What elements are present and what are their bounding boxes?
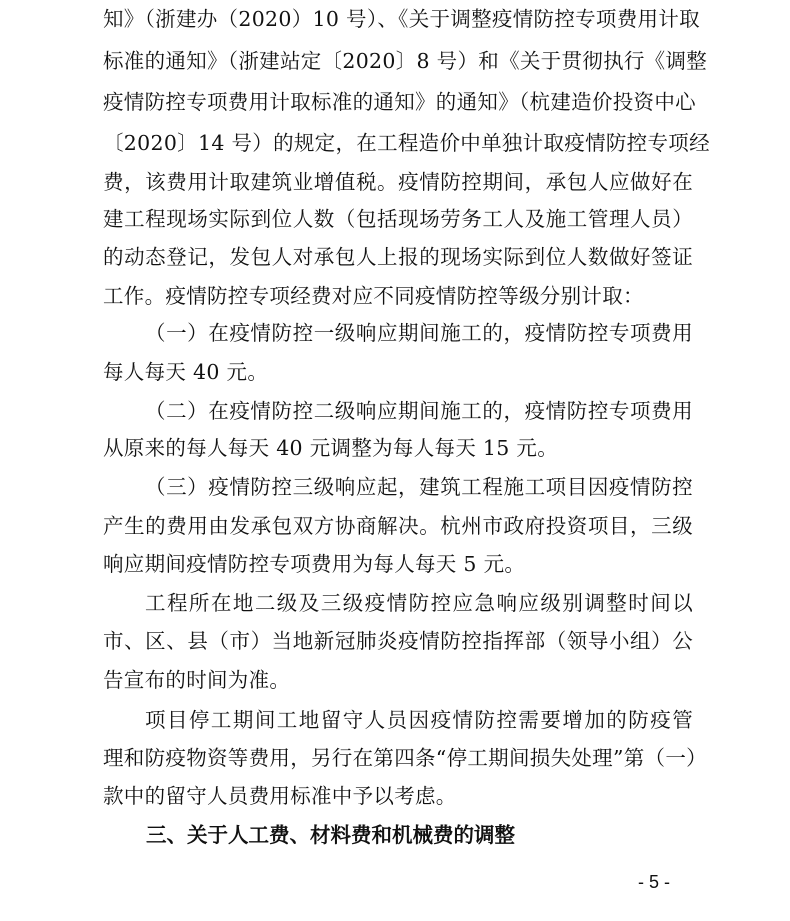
paragraph-line: 工程所在地二级及三级疫情防控应急响应级别调整时间以	[145, 591, 693, 615]
paragraph-line: 理和防疫物资等费用，另行在第四条“停工期间损失处理”第（一）	[103, 746, 707, 770]
item-two-line: 从原来的每人每天 40 元调整为每人每天 15 元。	[103, 436, 559, 460]
paragraph-line: 告宣布的时间为准。	[103, 668, 291, 692]
body-line: 工作。疫情防控专项经费对应不同疫情防控等级分别计取：	[103, 284, 644, 308]
item-three-line: （三）疫情防控三级响应起，建筑工程施工项目因疫情防控	[145, 475, 693, 499]
body-line: 知》（浙建办（2020）10 号）、《关于调整疫情防控专项费用计取	[103, 7, 700, 31]
paragraph-line: 款中的留守人员费用标准中予以考虑。	[103, 784, 457, 808]
page-number: - 5 -	[638, 872, 671, 892]
item-one-line: （一）在疫情防控一级响应期间施工的，疫情防控专项费用	[145, 321, 693, 345]
body-line: 的动态登记，发包人对承包人上报的现场实际到位人数做好签证	[103, 245, 693, 269]
body-line: 费，该费用计取建筑业增值税。疫情防控期间，承包人应做好在	[103, 170, 693, 194]
section-heading: 三、关于人工费、材料费和机械费的调整	[146, 823, 515, 847]
paragraph-line: 市、区、县（市）当地新冠肺炎疫情防控指挥部（领导小组）公	[103, 629, 693, 653]
item-three-line: 响应期间疫情防控专项费用为每人每天 5 元。	[103, 552, 526, 576]
item-three-line: 产生的费用由发承包双方协商解决。杭州市政府投资项目，三级	[103, 514, 693, 538]
body-line: 标准的通知》（浙建站定〔2020〕8 号）和《关于贯彻执行《调整	[103, 49, 708, 73]
body-line: 疫情防控专项费用计取标准的通知》的通知》（杭建造价投资中心	[103, 90, 696, 114]
body-line: 建工程现场实际到位人数（包括现场劳务工人及施工管理人员）	[103, 207, 693, 231]
body-line: 〔2020〕14 号）的规定，在工程造价中单独计取疫情防控专项经	[103, 131, 710, 155]
item-two-line: （二）在疫情防控二级响应期间施工的，疫情防控专项费用	[145, 399, 693, 423]
paragraph-line: 项目停工期间工地留守人员因疫情防控需要增加的防疫管	[145, 708, 693, 732]
item-one-line: 每人每天 40 元。	[103, 360, 269, 384]
